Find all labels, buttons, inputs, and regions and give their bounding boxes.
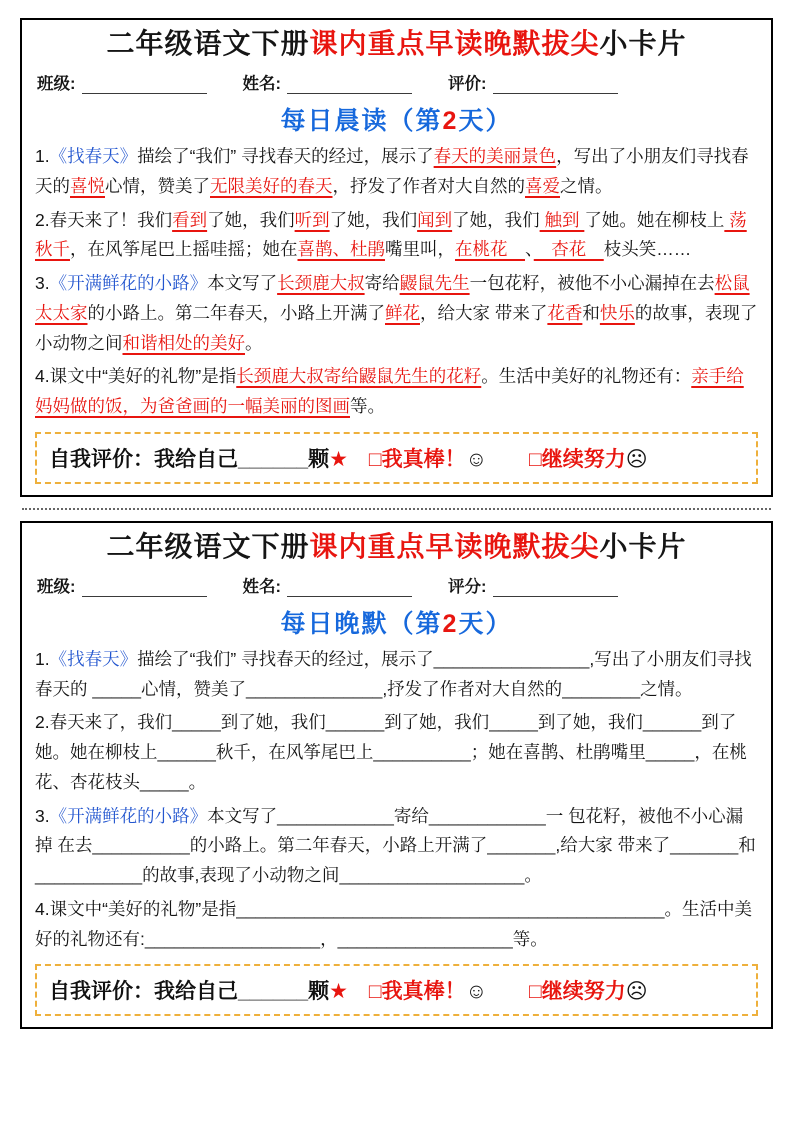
text-run: ___________ xyxy=(35,865,143,885)
text-run: 2.春天来了！我们 xyxy=(35,209,173,230)
text-run: ，在桃花、杏花枝头 xyxy=(35,742,747,792)
text-run: 枝头笑…… xyxy=(603,239,692,260)
text-run: 的礼物还有: xyxy=(52,928,145,949)
evaluation-blank xyxy=(493,77,618,94)
text-run: 的小路上。第二年春天，小路上开满了 xyxy=(87,302,385,323)
text-run xyxy=(487,448,529,471)
text-run: □ xyxy=(529,447,542,471)
text-run: 一 包花籽，被他不小心漏掉 在去 xyxy=(35,805,744,856)
text-run: 闻到 xyxy=(417,209,453,230)
text-run: 天） xyxy=(458,609,513,638)
text-run: 。生活中美好 xyxy=(35,898,752,949)
text-run: 一包花籽，被他不小心漏掉在去 xyxy=(469,273,715,293)
text-run: 3. xyxy=(35,805,50,826)
text-run: 。生活中美好的礼物还有： xyxy=(481,366,692,387)
text-run: __________________ xyxy=(337,928,513,949)
text-run: 和 xyxy=(582,302,600,323)
text-run: 鼹鼠先生 xyxy=(399,273,470,293)
text-run: 了她，我们 xyxy=(329,209,418,230)
question-1 xyxy=(35,645,758,705)
text-run: 了她，我们 xyxy=(452,209,540,230)
text-run: 嘴里叫， xyxy=(385,239,455,260)
text-run: ， xyxy=(320,928,338,949)
text-run: 《开满鲜花的小路》 xyxy=(49,805,208,826)
text-run: ______ xyxy=(642,712,702,733)
card-title xyxy=(35,529,758,564)
text-run: ________________ xyxy=(433,648,590,669)
text-run: _____ xyxy=(140,771,189,792)
text-run: 二年级语文下册 xyxy=(106,530,310,562)
text-run: ,给大家 带来了 xyxy=(555,835,671,856)
class-field xyxy=(37,70,207,94)
text-run: 我真棒！ xyxy=(381,447,466,471)
text-run: 。 xyxy=(245,332,263,353)
text-run: 到了她，我们 xyxy=(220,712,326,733)
text-run: 无限美好的春天 xyxy=(210,175,333,196)
text-run: ______ xyxy=(325,712,385,733)
text-run: 4.课文中“美好的礼物”是指 xyxy=(35,898,237,919)
text-run: 喜鹊、杜鹃 xyxy=(297,239,385,260)
text-run: 小卡片 xyxy=(599,530,687,562)
self-evaluation-box xyxy=(35,432,758,484)
text-run: 长颈鹿大叔寄给鼹鼠先生的花籽 xyxy=(236,366,482,387)
text-run: __________ xyxy=(92,835,190,856)
text-run: 触到 xyxy=(539,209,585,230)
text-run: 2.春天来了，我们 xyxy=(35,712,173,733)
text-run: 到了她，我们 xyxy=(537,712,643,733)
text-run: 颗 xyxy=(308,980,330,1004)
text-run: □ xyxy=(368,980,382,1004)
text-run: 快乐 xyxy=(599,302,635,323)
name-field xyxy=(243,70,413,94)
text-run: 等。 xyxy=(512,928,548,949)
text-run: 继续努力 xyxy=(541,447,626,471)
text-run: 杏花 xyxy=(533,239,604,260)
text-run: ,写出了小朋友们寻找春天的 xyxy=(35,648,752,699)
question-4 xyxy=(35,895,758,955)
text-run: 。 xyxy=(188,771,207,792)
text-run: ☺ xyxy=(465,980,488,1004)
class-blank xyxy=(82,77,207,94)
section-heading-evening xyxy=(35,604,758,640)
name-label: 姓名: xyxy=(242,577,281,596)
name-blank xyxy=(287,579,412,596)
text-run: 和谐相处的美好 xyxy=(122,332,245,353)
text-run: 鲜花 xyxy=(385,302,420,323)
text-run: _______ xyxy=(487,835,556,856)
text-run: 心情，赞美了 xyxy=(105,175,210,196)
class-field xyxy=(37,573,207,597)
text-run: ，给大家 带来了 xyxy=(420,302,548,323)
text-run: 到了她，我们 xyxy=(384,712,490,733)
morning-reading-card xyxy=(20,18,773,497)
text-run: 、 xyxy=(525,239,534,260)
text-run: ☹ xyxy=(625,447,648,471)
text-run: 等。 xyxy=(350,396,385,416)
text-run: ★ xyxy=(329,980,348,1004)
text-run: 喜爱 xyxy=(525,175,560,196)
text-run: 的故事，表现了小动物之间 xyxy=(35,302,758,353)
text-run: 自我评价：我给自己 xyxy=(49,447,238,471)
text-run: 到了她。她在柳枝上 xyxy=(35,712,737,762)
text-run: 《开满鲜花的小路》 xyxy=(49,273,208,293)
score-label: 评分: xyxy=(448,577,487,596)
text-run: 3. xyxy=(35,273,50,293)
text-run: 亲手给妈妈做的饭，为爸爸画的一幅美丽的图画 xyxy=(35,366,744,416)
question-3 xyxy=(35,802,758,891)
text-run: 秋千，在风筝尾巴上 xyxy=(215,742,374,762)
score-blank xyxy=(493,579,618,596)
score-field xyxy=(448,573,618,597)
evaluation-label: 评价: xyxy=(448,75,487,93)
text-run: 自我评价：我给自己 xyxy=(49,980,238,1004)
text-run: 1. xyxy=(35,146,50,166)
self-evaluation-box xyxy=(35,964,758,1016)
text-run: 每日晚默（第 xyxy=(280,609,443,638)
text-run: 寄给 xyxy=(393,805,429,826)
text-run: ；她在喜鹊、杜鹃嘴里 xyxy=(470,742,646,762)
text-run: ☺ xyxy=(465,447,488,471)
question-1 xyxy=(35,142,758,202)
text-run: 继续努力 xyxy=(541,980,626,1004)
text-run: 的故事,表现了小动物之间 xyxy=(142,865,340,885)
text-run: 本文写了 xyxy=(207,273,278,293)
meta-row xyxy=(37,573,756,597)
text-run: 松鼠太太家 xyxy=(35,273,750,323)
card-title xyxy=(35,26,758,61)
text-run: ,抒发了作者对大自然的 xyxy=(382,678,563,699)
cut-divider xyxy=(22,508,771,510)
evening-dictation-card xyxy=(20,521,773,1030)
class-label: 班级: xyxy=(37,577,76,596)
text-run: __________________ xyxy=(144,928,321,949)
text-run: _____ xyxy=(172,712,221,733)
text-run: ，在风筝尾巴上摇哇摇；她在 xyxy=(70,239,298,260)
text-run: ______ xyxy=(157,742,216,762)
text-run: 每日晨读（第 xyxy=(280,107,443,135)
text-run: ______ xyxy=(238,447,309,471)
text-run: 之情。 xyxy=(640,678,693,699)
text-run: 春天的美丽景色 xyxy=(433,146,557,166)
text-run: ____________________________________________ xyxy=(236,898,665,919)
text-run: ____________ xyxy=(428,805,546,826)
text-run: ☹ xyxy=(625,980,648,1004)
text-run: ___________________ xyxy=(339,865,525,885)
name-field xyxy=(243,573,413,597)
text-run: 花香 xyxy=(547,302,583,323)
text-run: ______ xyxy=(238,980,309,1004)
text-run: ____________ xyxy=(277,805,394,826)
text-run: 心情，赞美了 xyxy=(141,678,247,699)
text-run: __________ xyxy=(373,742,471,762)
text-run: 我真棒！ xyxy=(381,980,466,1004)
text-run: 寄给 xyxy=(364,273,400,293)
text-run: 描绘了“我们” 寻找春天的经过，展示了 xyxy=(137,648,434,669)
meta-row xyxy=(37,70,756,94)
question-4 xyxy=(35,362,758,422)
name-label: 姓名: xyxy=(242,75,281,93)
name-blank xyxy=(287,77,412,94)
text-run: 听到 xyxy=(294,209,330,230)
text-run: 了她。她在柳枝上 xyxy=(584,209,725,230)
text-run: ______________ xyxy=(246,678,383,699)
text-run: _______ xyxy=(670,835,739,856)
text-run: 本文写了 xyxy=(207,805,278,826)
text-run: _____ xyxy=(92,678,142,699)
text-run: 和 xyxy=(738,835,756,856)
text-run: 喜悦 xyxy=(70,175,105,196)
text-run xyxy=(487,980,529,1003)
evaluation-field xyxy=(448,70,618,94)
text-run: 之情。 xyxy=(560,175,613,196)
question-2 xyxy=(35,708,758,797)
question-3 xyxy=(35,269,758,358)
text-run: _____ xyxy=(489,712,538,733)
text-run: 颗 xyxy=(308,447,330,471)
text-run: _____ xyxy=(645,742,695,762)
text-run: 荡秋千 xyxy=(35,209,747,260)
text-run: 1. xyxy=(35,648,50,669)
text-run: 描绘了“我们” 寻找春天的经过，展示了 xyxy=(137,146,434,166)
class-label: 班级: xyxy=(37,75,76,93)
class-blank xyxy=(82,579,207,596)
text-run: 的小路上。第二年春天，小路上开满了 xyxy=(189,835,488,856)
text-run: 2 xyxy=(442,107,459,135)
text-run xyxy=(348,448,369,471)
text-run: ，抒发了作者对大自然的 xyxy=(332,175,525,196)
text-run: □ xyxy=(368,447,382,471)
text-run: □ xyxy=(529,980,542,1004)
text-run: 在桃花 xyxy=(455,239,525,260)
text-run: 天） xyxy=(458,107,513,135)
text-run: ，写出了小朋友们寻找春天的 xyxy=(35,146,749,196)
text-run: ________ xyxy=(562,678,641,699)
text-run: 4.课文中“美好的礼物”是指 xyxy=(35,366,237,387)
text-run xyxy=(348,980,369,1003)
text-run: 小卡片 xyxy=(599,28,687,59)
question-2 xyxy=(35,206,758,266)
text-run: 了她，我们 xyxy=(207,209,295,230)
text-run: 课内重点早读晚默拔尖 xyxy=(309,28,600,59)
section-heading-morning xyxy=(35,101,758,137)
text-run: 2 xyxy=(442,609,459,638)
text-run: 看到 xyxy=(172,209,208,230)
text-run: 《找春天》 xyxy=(49,648,138,669)
text-run: 。 xyxy=(524,865,542,885)
text-run: 课内重点早读晚默拔尖 xyxy=(309,530,600,562)
text-run: 《找春天》 xyxy=(49,146,138,166)
text-run: 二年级语文下册 xyxy=(106,28,310,59)
text-run: 长颈鹿大叔 xyxy=(277,273,365,293)
text-run: ★ xyxy=(329,447,348,471)
